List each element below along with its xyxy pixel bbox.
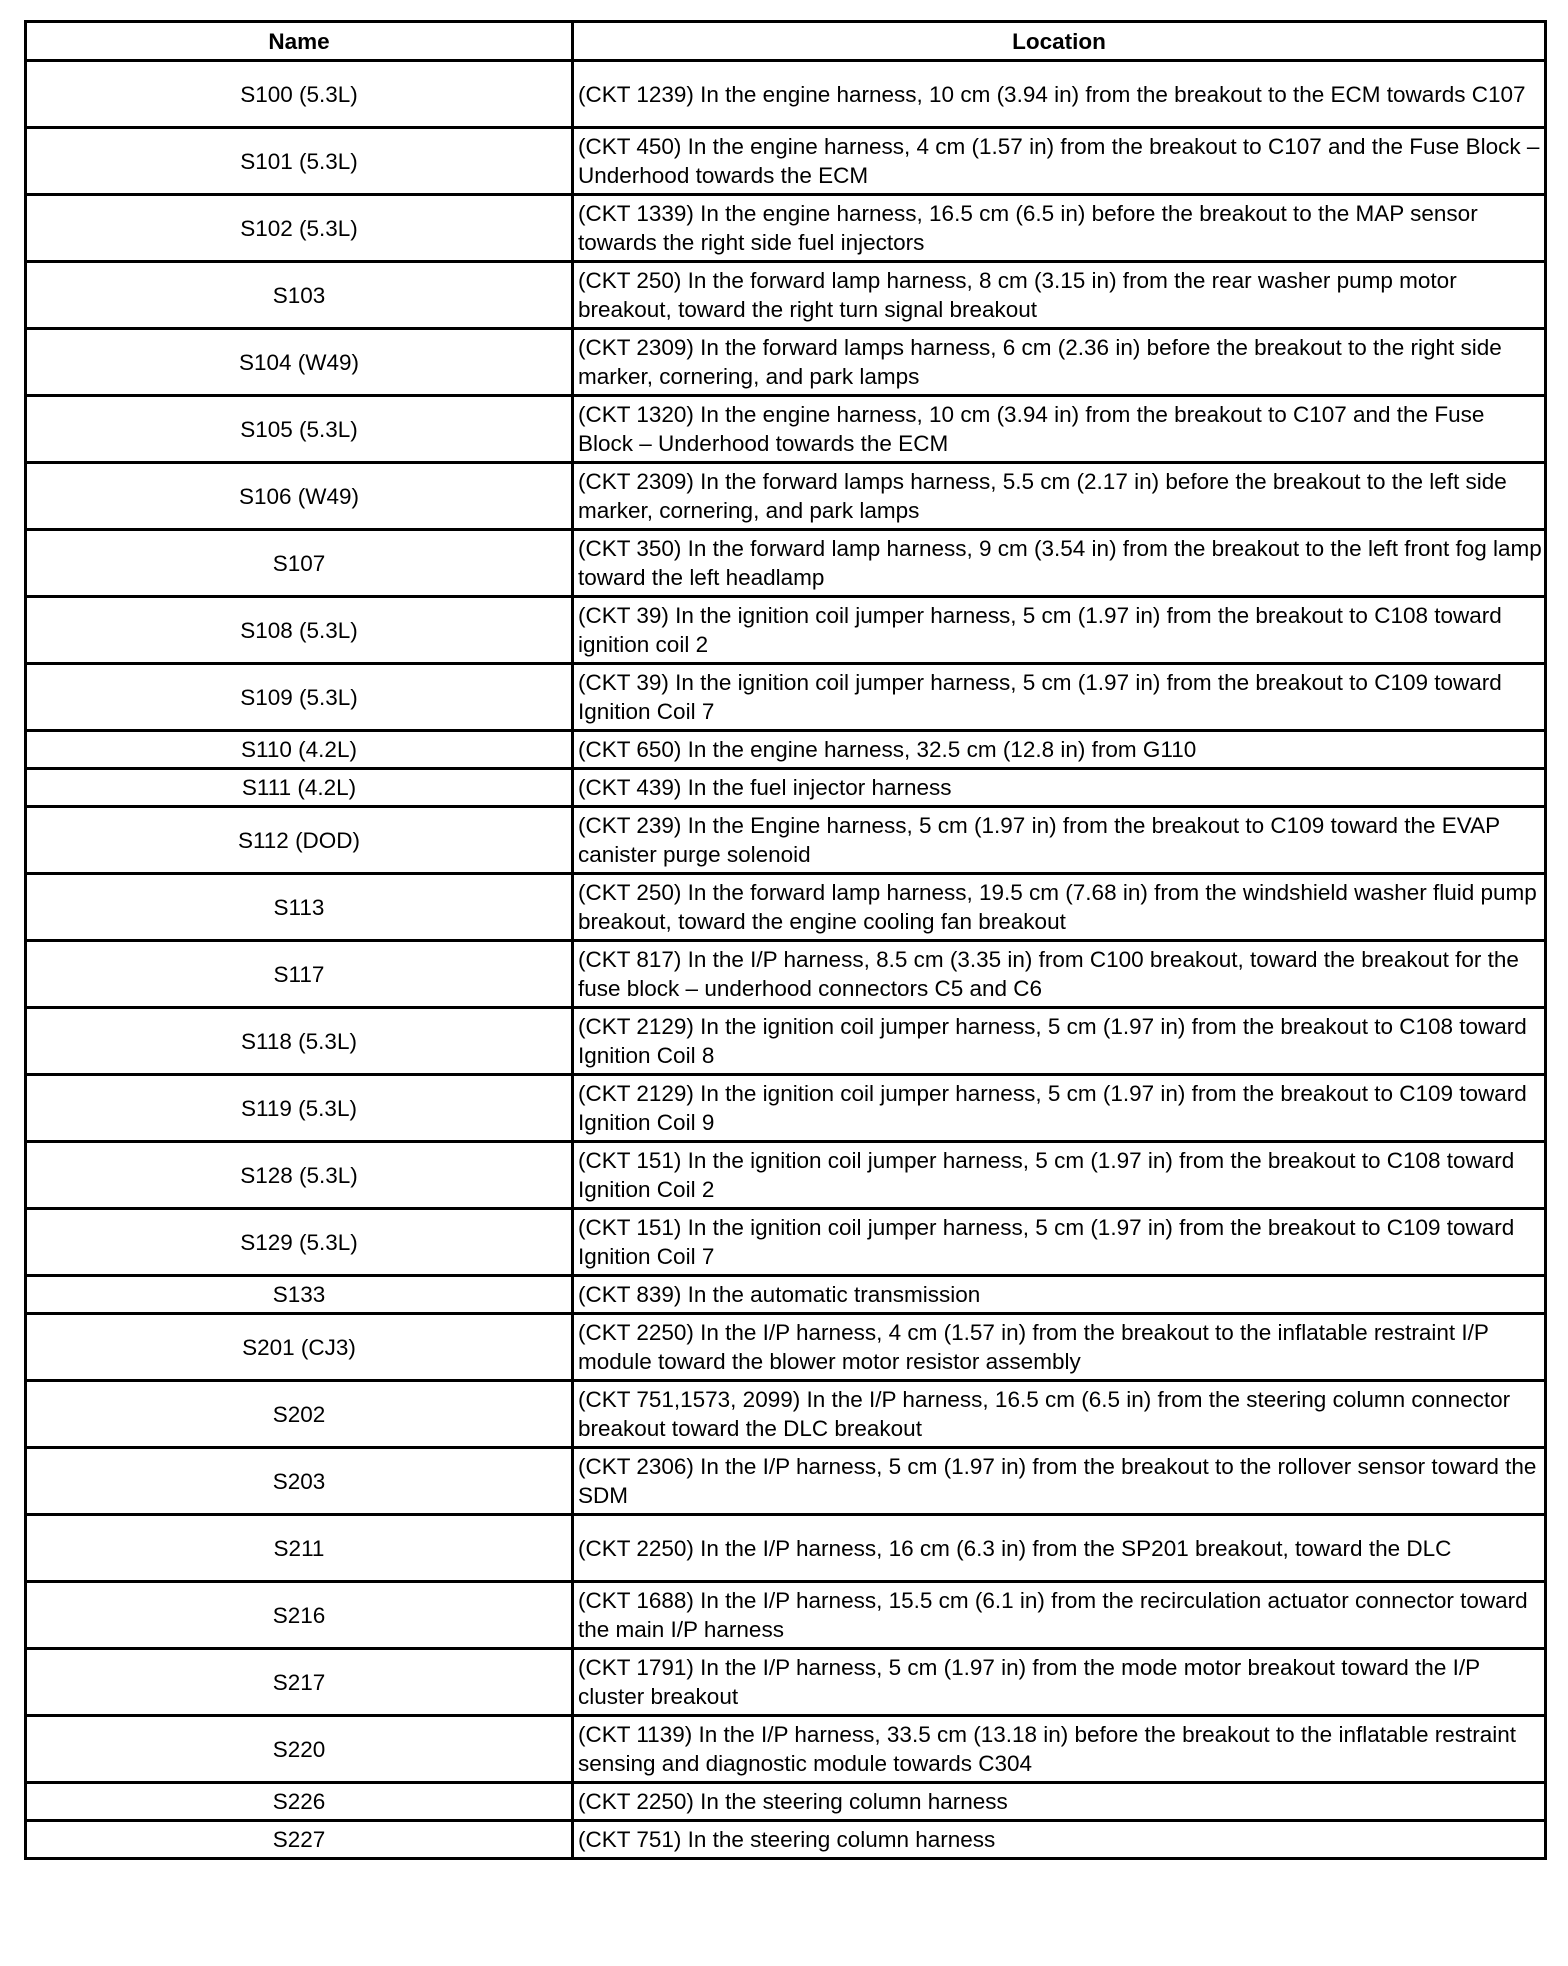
splice-location-cell: (CKT 2250) In the I/P harness, 16 cm (6.3 in) from the SP201 breakout, toward the DLC [573, 1515, 1546, 1582]
splice-location-cell: (CKT 2309) In the forward lamps harness, 5.5 cm (2.17 in) before the breakout to the left side marker, cornering, and park lamps [573, 463, 1546, 530]
table-row [26, 1008, 1546, 1075]
splice-name-cell: S128 (5.3L) [26, 1142, 573, 1209]
splice-name-cell: S117 [26, 941, 573, 1008]
splice-location-cell: (CKT 1239) In the engine harness, 10 cm (3.94 in) from the breakout to the ECM towards C107 [573, 61, 1546, 128]
table-body [26, 61, 1546, 1859]
splice-name-cell: S101 (5.3L) [26, 128, 573, 195]
splice-name-cell: S227 [26, 1821, 573, 1859]
table-row [26, 1209, 1546, 1276]
splice-name-cell: S129 (5.3L) [26, 1209, 573, 1276]
table-row [26, 769, 1546, 807]
splice-name-cell: S100 (5.3L) [26, 61, 573, 128]
name-column-header: Name [26, 22, 573, 61]
location-column-header: Location [573, 22, 1546, 61]
splice-name-cell: S110 (4.2L) [26, 731, 573, 769]
table-row [26, 664, 1546, 731]
splice-name-cell: S226 [26, 1783, 573, 1821]
splice-name-cell: S201 (CJ3) [26, 1314, 573, 1381]
table-row [26, 1515, 1546, 1582]
table-row [26, 1142, 1546, 1209]
table-row [26, 597, 1546, 664]
splice-location-cell: (CKT 751,1573, 2099) In the I/P harness, 16.5 cm (6.5 in) from the steering column connector breakout toward the DLC breakout [573, 1381, 1546, 1448]
splice-name-cell: S211 [26, 1515, 573, 1582]
splice-location-cell: (CKT 751) In the steering column harness [573, 1821, 1546, 1859]
splice-location-cell: (CKT 2306) In the I/P harness, 5 cm (1.97 in) from the breakout to the rollover sensor toward the SDM [573, 1448, 1546, 1515]
splice-location-cell: (CKT 151) In the ignition coil jumper harness, 5 cm (1.97 in) from the breakout to C108 toward Ignition Coil 2 [573, 1142, 1546, 1209]
splice-name-cell: S133 [26, 1276, 573, 1314]
splice-name-cell: S102 (5.3L) [26, 195, 573, 262]
table-row [26, 874, 1546, 941]
splice-location-cell: (CKT 2250) In the steering column harness [573, 1783, 1546, 1821]
header-row [26, 22, 1546, 61]
splice-location-cell: (CKT 250) In the forward lamp harness, 8 cm (3.15 in) from the rear washer pump motor breakout, toward the right turn signal breakout [573, 262, 1546, 329]
splice-name-cell: S220 [26, 1716, 573, 1783]
table-row [26, 1381, 1546, 1448]
table-row [26, 1783, 1546, 1821]
splice-location-cell: (CKT 2129) In the ignition coil jumper harness, 5 cm (1.97 in) from the breakout to C108 toward Ignition Coil 8 [573, 1008, 1546, 1075]
splice-location-cell: (CKT 2250) In the I/P harness, 4 cm (1.57 in) from the breakout to the inflatable restraint I/P module toward the blower motor resistor assembly [573, 1314, 1546, 1381]
splice-location-cell: (CKT 2309) In the forward lamps harness, 6 cm (2.36 in) before the breakout to the right side marker, cornering, and park lamps [573, 329, 1546, 396]
splice-location-cell: (CKT 350) In the forward lamp harness, 9 cm (3.54 in) from the breakout to the left front fog lamp toward the left headlamp [573, 530, 1546, 597]
table-row [26, 329, 1546, 396]
splice-location-cell: (CKT 250) In the forward lamp harness, 19.5 cm (7.68 in) from the windshield washer fluid pump breakout, toward the engine cooling fan breakout [573, 874, 1546, 941]
splice-name-cell: S106 (W49) [26, 463, 573, 530]
table-row [26, 941, 1546, 1008]
splice-name-cell: S217 [26, 1649, 573, 1716]
table-row [26, 1276, 1546, 1314]
splice-location-cell: (CKT 1791) In the I/P harness, 5 cm (1.97 in) from the mode motor breakout toward the I/P cluster breakout [573, 1649, 1546, 1716]
splice-name-cell: S118 (5.3L) [26, 1008, 573, 1075]
splice-location-cell: (CKT 650) In the engine harness, 32.5 cm (12.8 in) from G110 [573, 731, 1546, 769]
splice-location-cell: (CKT 439) In the fuel injector harness [573, 769, 1546, 807]
splice-name-cell: S113 [26, 874, 573, 941]
table-row [26, 1314, 1546, 1381]
table-row [26, 463, 1546, 530]
table-row [26, 807, 1546, 874]
table-row [26, 1582, 1546, 1649]
table-row [26, 1821, 1546, 1859]
table-row [26, 1075, 1546, 1142]
splice-name-cell: S108 (5.3L) [26, 597, 573, 664]
splice-location-cell: (CKT 1688) In the I/P harness, 15.5 cm (6.1 in) from the recirculation actuator connector toward the main I/P harness [573, 1582, 1546, 1649]
splice-name-cell: S119 (5.3L) [26, 1075, 573, 1142]
splice-location-table [24, 20, 1547, 1860]
splice-name-cell: S111 (4.2L) [26, 769, 573, 807]
splice-location-cell: (CKT 239) In the Engine harness, 5 cm (1.97 in) from the breakout to C109 toward the EVAP canister purge solenoid [573, 807, 1546, 874]
table-row [26, 530, 1546, 597]
splice-location-cell: (CKT 839) In the automatic transmission [573, 1276, 1546, 1314]
splice-name-cell: S107 [26, 530, 573, 597]
table-row [26, 1716, 1546, 1783]
splice-name-cell: S104 (W49) [26, 329, 573, 396]
table-row [26, 1448, 1546, 1515]
table-row [26, 731, 1546, 769]
table-row [26, 262, 1546, 329]
splice-name-cell: S109 (5.3L) [26, 664, 573, 731]
splice-name-cell: S203 [26, 1448, 573, 1515]
splice-location-cell: (CKT 151) In the ignition coil jumper harness, 5 cm (1.97 in) from the breakout to C109 toward Ignition Coil 7 [573, 1209, 1546, 1276]
splice-location-cell: (CKT 1139) In the I/P harness, 33.5 cm (13.18 in) before the breakout to the inflatable restraint sensing and diagnostic module towards C304 [573, 1716, 1546, 1783]
table-row [26, 128, 1546, 195]
splice-location-cell: (CKT 1320) In the engine harness, 10 cm (3.94 in) from the breakout to C107 and the Fuse Block – Underhood towards the ECM [573, 396, 1546, 463]
splice-location-cell: (CKT 1339) In the engine harness, 16.5 cm (6.5 in) before the breakout to the MAP sensor towards the right side fuel injectors [573, 195, 1546, 262]
table-row [26, 195, 1546, 262]
table-row [26, 1649, 1546, 1716]
splice-location-cell: (CKT 817) In the I/P harness, 8.5 cm (3.35 in) from C100 breakout, toward the breakout for the fuse block – underhood connectors C5 and C6 [573, 941, 1546, 1008]
splice-location-cell: (CKT 39) In the ignition coil jumper harness, 5 cm (1.97 in) from the breakout to C109 toward Ignition Coil 7 [573, 664, 1546, 731]
table-row [26, 61, 1546, 128]
splice-name-cell: S112 (DOD) [26, 807, 573, 874]
table-row [26, 396, 1546, 463]
splice-name-cell: S105 (5.3L) [26, 396, 573, 463]
splice-location-cell: (CKT 450) In the engine harness, 4 cm (1.57 in) from the breakout to C107 and the Fuse Block – Underhood towards the ECM [573, 128, 1546, 195]
splice-name-cell: S202 [26, 1381, 573, 1448]
splice-name-cell: S103 [26, 262, 573, 329]
splice-location-cell: (CKT 39) In the ignition coil jumper harness, 5 cm (1.97 in) from the breakout to C108 toward ignition coil 2 [573, 597, 1546, 664]
splice-name-cell: S216 [26, 1582, 573, 1649]
splice-location-cell: (CKT 2129) In the ignition coil jumper harness, 5 cm (1.97 in) from the breakout to C109 toward Ignition Coil 9 [573, 1075, 1546, 1142]
